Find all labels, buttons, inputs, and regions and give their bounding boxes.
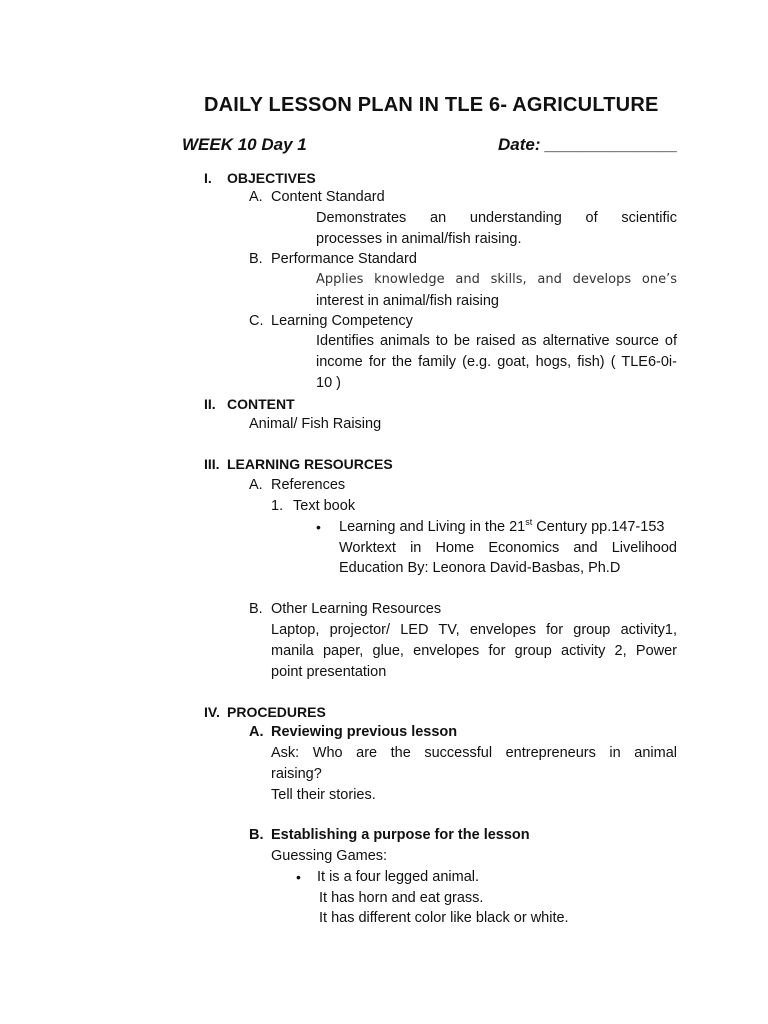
paragraph-line: manila paper, glue, envelopes for group activity 2, Power (271, 643, 677, 659)
paragraph-line: Applies knowledge and skills, and develops one’s (316, 272, 677, 287)
section-heading: CONTENT (227, 396, 295, 412)
reference-line: Education By: Leonora David-Basbas, Ph.D (339, 560, 621, 576)
item-title: Text book (293, 498, 356, 514)
item-title: Establishing a purpose for the lesson (271, 827, 530, 843)
item-title: Performance Standard (271, 251, 417, 267)
item-letter: A. (249, 724, 264, 740)
section-number: I. (204, 170, 212, 186)
paragraph-line: Demonstrates an understanding of scientific (316, 210, 677, 226)
paragraph-line: point presentation (271, 664, 387, 680)
section-heading: PROCEDURES (227, 704, 326, 720)
paragraph-line: 10 ) (316, 375, 341, 391)
item-title: Learning Competency (271, 313, 413, 329)
reference-line: Worktext in Home Economics and Livelihood (339, 540, 677, 556)
bullet-icon: • (316, 519, 321, 535)
section-heading: OBJECTIVES (227, 170, 316, 186)
reference-line: Learning and Living in the 21st Century pp.147-153 (339, 517, 665, 535)
page-title: DAILY LESSON PLAN IN TLE 6- AGRICULTURE (204, 94, 659, 116)
paragraph-line: raising? (271, 766, 322, 782)
bullet-icon: • (296, 869, 301, 885)
list-item: It is a four legged animal. (317, 869, 480, 885)
paragraph-line: Animal/ Fish Raising (249, 416, 382, 432)
paragraph-line: Tell their stories. (271, 787, 376, 803)
list-item: It has horn and eat grass. (319, 890, 484, 906)
section-number: IV. (204, 704, 220, 720)
item-number: 1. (271, 498, 284, 514)
item-title: Reviewing previous lesson (271, 724, 458, 740)
paragraph-line: interest in animal/fish raising (316, 293, 499, 309)
week-day-label: WEEK 10 Day 1 (182, 135, 307, 154)
item-letter: B. (249, 827, 264, 843)
paragraph-line: processes in animal/fish raising. (316, 231, 522, 247)
item-letter: A. (249, 189, 263, 205)
item-letter: C. (249, 313, 264, 329)
paragraph-line: Laptop, projector/ LED TV, envelopes for group activity1, (271, 622, 677, 638)
date-field: Date: ______________ (498, 135, 678, 154)
list-item: It has different color like black or white. (319, 910, 569, 926)
item-letter: B. (249, 601, 263, 617)
paragraph-line: Ask: Who are the successful entrepreneurs in animal (271, 745, 677, 761)
item-letter: B. (249, 251, 263, 267)
paragraph-line: Guessing Games: (271, 848, 388, 864)
item-title: References (271, 477, 346, 493)
paragraph-line: income for the family (e.g. goat, hogs, fish) ( TLE6-0i- (316, 354, 677, 370)
item-title: Other Learning Resources (271, 601, 442, 617)
item-letter: A. (249, 477, 263, 493)
section-number: II. (204, 396, 216, 412)
paragraph-line: Identifies animals to be raised as alternative source of (316, 333, 677, 349)
item-title: Content Standard (271, 189, 385, 205)
section-heading: LEARNING RESOURCES (227, 456, 393, 472)
section-number: III. (204, 456, 220, 472)
